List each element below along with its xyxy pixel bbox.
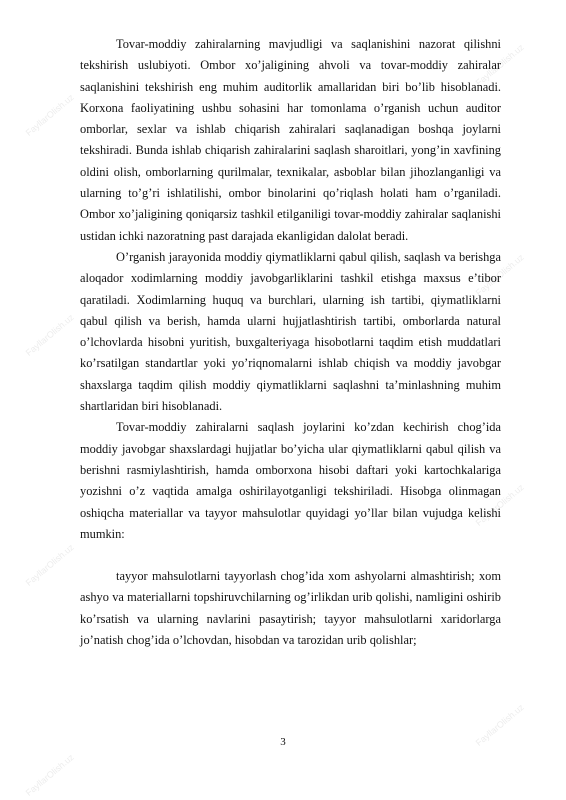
- watermark: FayllarOlish.uz: [473, 702, 526, 748]
- watermark: FayllarOlish.uz: [473, 252, 526, 298]
- watermark: FayllarOlish.uz: [23, 92, 76, 138]
- watermark: FayllarOlish.uz: [23, 312, 76, 358]
- watermark: FayllarOlish.uz: [473, 42, 526, 88]
- body-text: [80, 34, 501, 651]
- paragraph: Tovar-moddiy zahiralarning mavjudligi va saqlanishini nazorat qilishni tekshirish uslubiyoti. Ombor xo’jaligining ahvoli va tovar-moddiy zahiralar saqlanishini tekshirish eng muhim auditorlik amallaridan biri bo’lib hisoblanadi. Korxona faoliyatining ushbu sohasini har tomonlama o’rganish uchun auditor omborlar, sexlar va ishlab chiqarish zahiralari saqlanadigan boshqa joylarni tekshiradi. Bunda ishlab chiqarish zahiralarini saqlash sharoitlari, yong’in xavfining oldini olish, omborlarning qurilmalar, texnikalar, asboblar bilan jihozlanganligi va ularning to’g’ri ishlatilishi, ombor binolarini qo’riqlash holati ham o’rganiladi. Ombor xo’jaligining qoniqarsiz tashkil etilganiligi tovar-moddiy zahiralar saqlanishi ustidan ichki nazoratning past darajada ekanligidan dalolat beradi.: [80, 37, 501, 243]
- paragraph: O’rganish jarayonida moddiy qiymatliklarni qabul qilish, saqlash va berishga aloqador xodimlarning moddiy javobgarliklarini tashkil etishga maxsus e’tibor qaratiladi. Xodimlarning huquq va burchlari, ularning ish tartibi, qiymatliklarni qabul qilish va berish, hamda ularni hujjatlashtirish tartibi, omborlarda natural o’lchovlarda hisobni yuritish, buxgalteriyaga hisobotlarni taqdim etish muddatlari ko’rsatilgan standartlar yoki yo’riqnomalarni ishlab chiqish va moddiy javobgar shaxslarga taqdim qilish moddiy qiymatliklarni saqlashni ta’minlashning muhim shartlaridan biri hisoblanadi.: [80, 249, 501, 414]
- page-number: 3: [280, 736, 286, 748]
- watermark: FayllarOlish.uz: [473, 482, 526, 528]
- paragraph: tayyor mahsulotlarni tayyorlash chog’ida xom ashyolarni almashtirish; xom ashyo va materiallarni topshiruvchilarning og’irlikdan urib qolishi, namligini oshirib ko’rsatish va ularning navlarini pasaytirish; tayyor mahsulotlarni xaridorlarga jo’natish chog’ida o’lchovdan, hisobdan va tarozidan urib qolishlar;: [80, 569, 501, 648]
- watermark: FayllarOlish.uz: [23, 752, 76, 798]
- paragraph: Tovar-moddiy zahiralarni saqlash joylarini ko’zdan kechirish chog’ida moddiy javobgar shaxslardagi hujjatlar bo’yicha ular qiymatliklarni qabul qilish va berishni rasmiylashtirish, hamda omborxona hisobi daftari yoki kartochkalariga yozishni o’z vaqtida amalga oshirilayotganligi tekshiriladi. Hisobga olinmagan oshiqcha materiallar va tayyor mahsulotlar quyidagi yo’llar bilan vujudga kelishi mumkin:: [80, 420, 501, 541]
- watermark: FayllarOlish.uz: [23, 542, 76, 588]
